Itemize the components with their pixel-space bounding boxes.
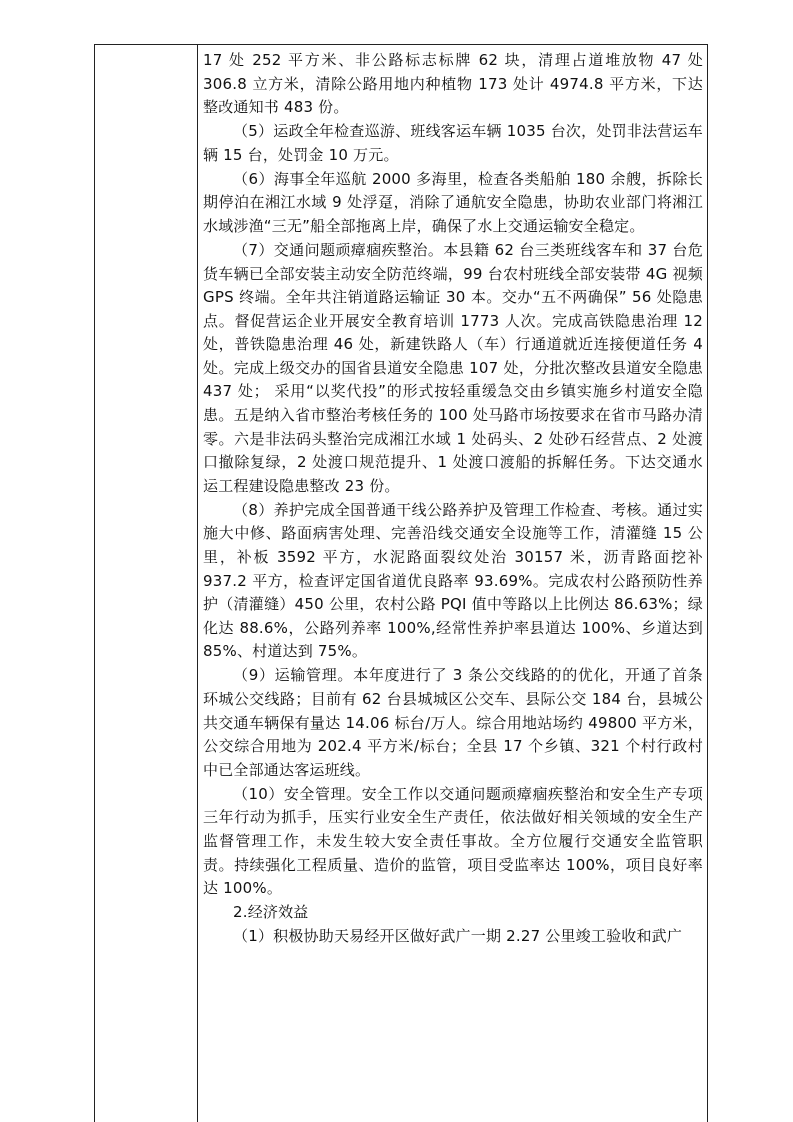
table-column-divider: [197, 44, 198, 1122]
paragraph-econ-item-1: （1）积极协助天易经开区做好武广一期 2.27 公里竣工验收和武广: [233, 926, 683, 945]
document-body: [203, 49, 703, 949]
paragraph-item-7: （7）交通问题顽瘴痼疾整治。本县籍 62 台三类班线客车和 37 台危货车辆已全部安装主动安全防范终端，99 台农村班线全部安装带 4G 视频 GPS 终端。全年共注销道路运输证 30 本。交办“五不两确保” 56 处隐患点。督促营运企业开展安全教育培训 1773 人次。完成高铁隐患治理 12 处，普铁隐患治理 46 处，新建铁路人（车）行通道就近连接便道任务 4 处。完成上级交办的国省县道安全隐患 107 处，分批次整改县道安全隐患 437 处； 采用“以奖代投”的形式按轻重缓急交由乡镇实施乡村道安全隐患。五是纳入省市整治考核任务的 100 处马路市场按要求在省市马路办清零。六是非法码头整治完成湘江水域 1 处码头、2 处砂石经营点、2 处渡口撤除复绿，2 处渡口规范提升、1 处渡口渡船的拆解任务。下达交通水运工程建设隐患整改 23 份。: [203, 240, 703, 495]
paragraph-item-10: （10）安全管理。安全工作以交通问题顽瘴痼疾整治和安全生产专项三年行动为抓手，压实行业安全生产责任，依法做好相关领域的安全生产监督管理工作，未发生较大安全责任事故。全方位履行交通安全监管职责。持续强化工程质量、造价的监管，项目受监率达 100%，项目良好率达 100%。: [203, 784, 703, 898]
paragraph-item-5: （5）运政全年检查巡游、班线客运车辆 1035 台次，处罚非法营运车辆 15 台，处罚金 10 万元。: [203, 122, 703, 164]
paragraph-continuation: 17 处 252 平方米、非公路标志标牌 62 块，清理占道堆放物 47 处 306.8 立方米，清除公路用地内种植物 173 处计 4974.8 平方米，下达整改通知书 483 份。: [203, 51, 703, 117]
paragraph-item-9: （9）运输管理。本年度进行了 3 条公交线路的的优化，开通了首条环城公交线路；目前有 62 台县城城区公交车、县际公交 184 台，县城公共交通车辆保有量达 14.06 标台/万人。综合用地站场约 49800 平方米，公交综合用地为 202.4 平方米/标台；全县 17 个乡镇、321 个村行政村中已全部通达客运班线。: [203, 666, 703, 779]
paragraph-item-6: （6）海事全年巡航 2000 多海里，检查各类船舶 180 余艘，拆除长期停泊在湘江水域 9 处浮趸，消除了通航安全隐患，协助农业部门将湘江水域涉渔“三无”船全部拖离上岸，确保了水上交通运输安全稳定。: [203, 169, 703, 235]
paragraph-item-8: （8）养护完成全国普通干线公路养护及管理工作检查、考核。通过实施大中修、路面病害处理、完善沿线交通安全设施等工作，清灌缝 15 公里，补板 3592 平方，水泥路面裂纹处治 30157 米，沥青路面挖补 937.2 平方，检查评定国省道优良路率 93.69%。完成农村公路预防性养护（清灌缝）450 公里，农村公路 PQI 值中等路以上比例达 86.63%；绿化达 88.6%，公路列养率 100%,经常性养护率县道达 100%、乡道达到 85%、村道达到 75%。: [203, 500, 703, 661]
section-heading-economic-benefit: 2.经济效益: [233, 903, 309, 922]
